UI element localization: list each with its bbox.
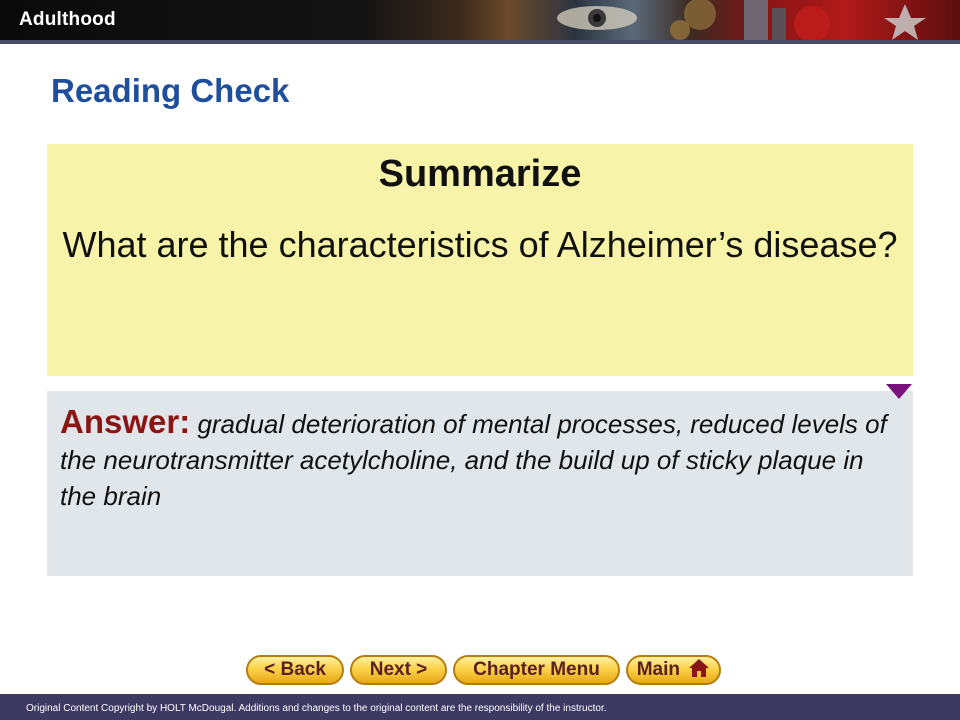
banner-collage-image bbox=[0, 0, 960, 44]
chapter-menu-button[interactable]: Chapter Menu bbox=[453, 655, 620, 685]
copyright-text: Original Content Copyright by HOLT McDougal. Additions and changes to the original content are the responsibility of the instructor. bbox=[26, 703, 607, 714]
answer-block bbox=[60, 404, 896, 514]
banner-rule bbox=[0, 40, 960, 44]
house-icon bbox=[688, 658, 710, 678]
answer-text: gradual deterioration of mental processes, reduced levels of the neurotransmitter acetylcholine, and the build up of sticky plaque in the brain bbox=[60, 409, 887, 511]
main-button[interactable] bbox=[626, 655, 721, 685]
chapter-title: Adulthood bbox=[19, 9, 116, 30]
triangle-down-icon[interactable] bbox=[886, 384, 912, 399]
page-title: Reading Check bbox=[51, 72, 290, 109]
main-button-label: Main bbox=[636, 659, 680, 680]
question-heading: Summarize bbox=[378, 153, 582, 195]
header-banner bbox=[0, 0, 960, 44]
answer-label: Answer: bbox=[60, 403, 191, 440]
question-text: What are the characteristics of Alzheimer’s disease? bbox=[62, 224, 898, 265]
back-button[interactable]: < Back bbox=[246, 655, 344, 685]
next-button[interactable]: Next > bbox=[350, 655, 447, 685]
